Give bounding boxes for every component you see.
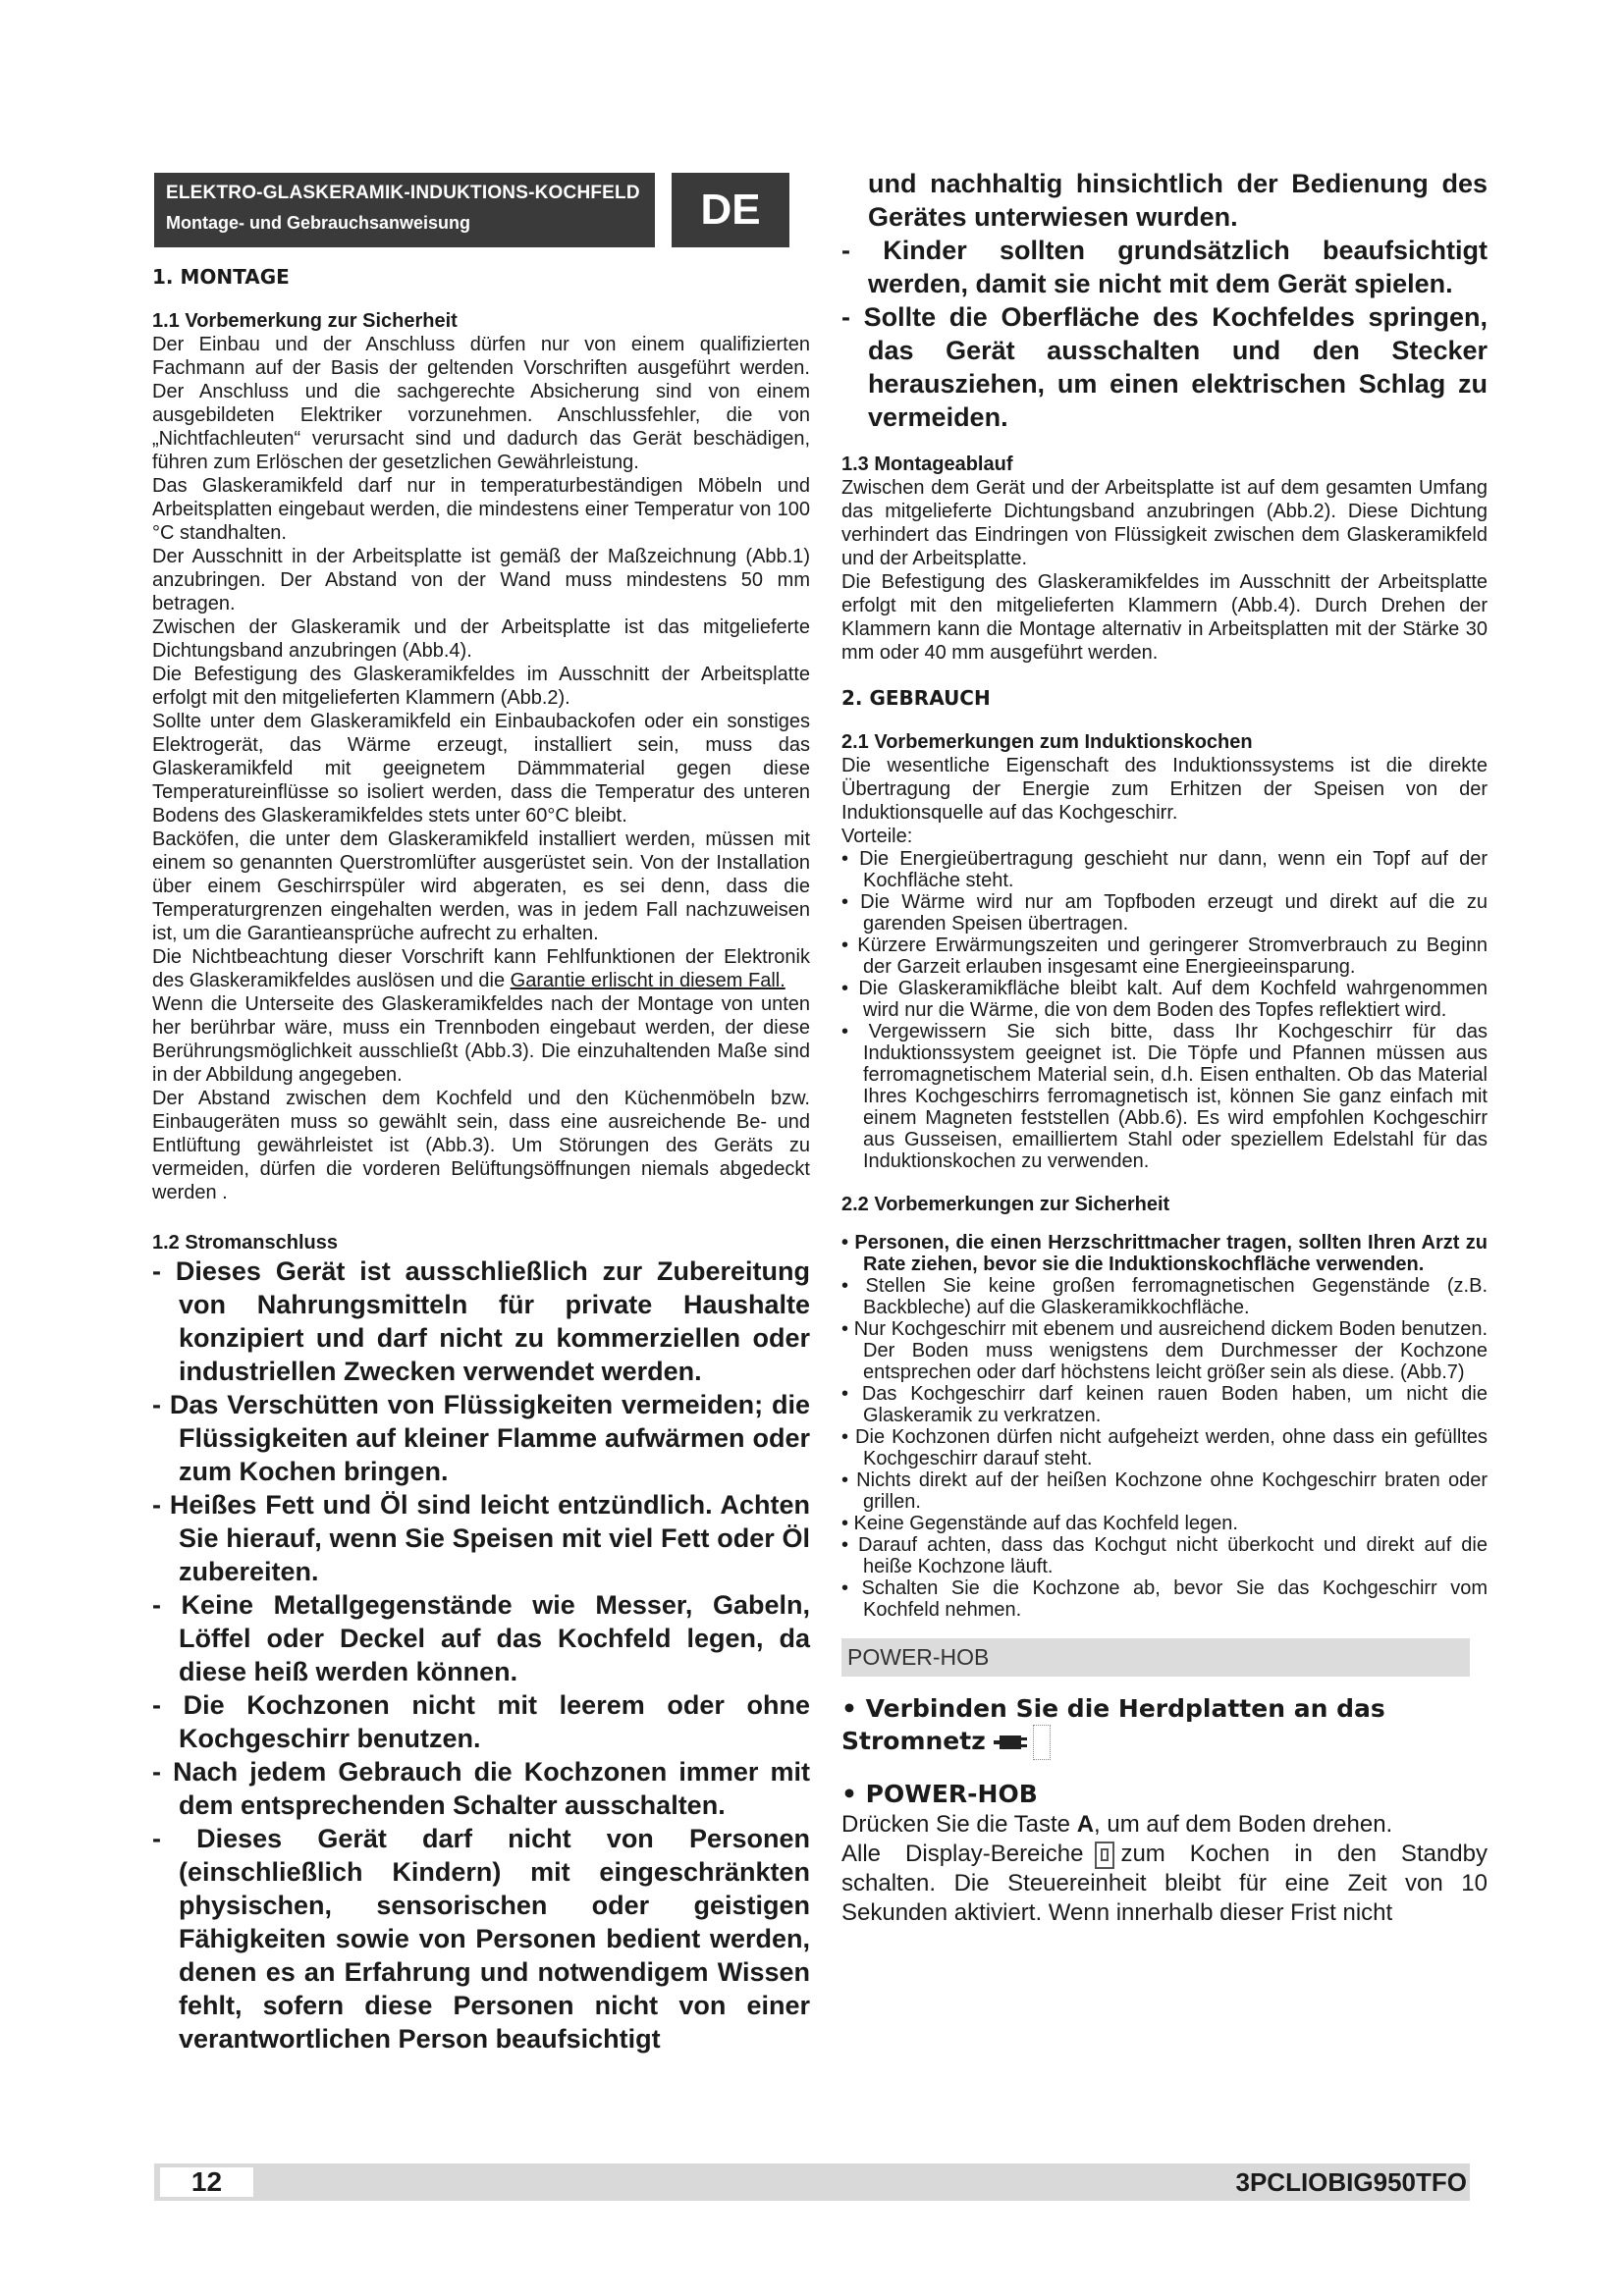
paragraph: Wenn die Unterseite des Glaskeramikfeldes nach der Montage von unten her berührbar wäre, muss ein Trennboden eingebaut werden, der diese Berührungsmöglichkeit ausschließt (Abb.3). Die einzuhaltenden Maße sind in der Abbildung angegeben. — [152, 993, 810, 1086]
paragraph-text: , um auf dem Boden drehen. — [1094, 1811, 1393, 1838]
paragraph: Die Befestigung des Glaskeramikfeldes im Ausschnitt der Arbeitsplatte erfolgt mit den mitgelieferten Klammern (Abb.2). — [152, 664, 810, 709]
paragraph-text: zum Kochen in den Standby schalten. Die Steuereinheit bleibt für eine Zeit von 10 Sekunden aktiviert. Wenn innerhalb dieser Frist nicht — [841, 1841, 1488, 1926]
bullet-item: • Nichts direkt auf der heißen Kochzone ohne Kochgeschirr braten oder grillen. — [841, 1469, 1488, 1513]
bullet-item: • Das Kochgeschirr darf keinen rauen Boden haben, um nicht die Glaskeramik zu verkratzen. — [841, 1383, 1488, 1426]
paragraph-text: Alle Display-Bereiche — [841, 1841, 1084, 1867]
section-2-1-heading: 2.1 Vorbemerkungen zum Induktionskochen — [841, 731, 1253, 753]
power-hob-section-bar: POWER-HOB — [841, 1638, 1470, 1677]
bullet-item: • Kürzere Erwärmungszeiten und geringerer Stromverbrauch zu Beginn der Garzeit erlauben insgesamt eine Energieeinsparung. — [841, 934, 1488, 978]
left-column — [152, 265, 810, 2056]
section-2-2-heading: 2.2 Vorbemerkungen zur Sicherheit — [841, 1194, 1170, 1215]
bullet-item: • Die Energieübertragung geschieht nur dann, wenn ein Topf auf der Kochfläche steht. — [841, 848, 1488, 891]
section-gebrauch-heading: 2. GEBRAUCH — [841, 686, 991, 710]
warning-item: - Kinder sollten grundsätzlich beaufsichtigt werden, damit sie nicht mit dem Gerät spielen. — [841, 236, 1488, 298]
bullet-item: • Keine Gegenstände auf das Kochfeld legen. — [841, 1513, 1238, 1534]
model-number: 3PCLIOBIG950TFO — [1235, 2166, 1467, 2197]
paragraph: Die Befestigung des Glaskeramikfeldes im Ausschnitt der Arbeitsplatte erfolgt mit den mitgelieferten Klammern (Abb.4). Durch Drehen der Klammern kann die Montage alternativ in Arbeitsplatten mit der Stärke 30 mm oder 40 mm ausgeführt werden. — [841, 571, 1488, 664]
warning-item: - Nach jedem Gebrauch die Kochzonen immer mit dem entsprechenden Schalter ausschalten. — [152, 1757, 810, 1820]
key-label: A — [1076, 1811, 1095, 1838]
socket-icon — [1033, 1725, 1051, 1760]
connect-text: • Verbinden Sie die Herdplatten an das Stromnetz — [841, 1694, 1385, 1755]
bullet-item: • Die Kochzonen dürfen nicht aufgeheizt werden, ohne dass ein gefülltes Kochgeschirr darauf steht. — [841, 1426, 1488, 1469]
bullet-item: • Nur Kochgeschirr mit ebenem und ausreichend dickem Boden benutzen. Der Boden muss wenigstens dem Durchmesser der Kochzone entsprechen oder darf höchstens leicht größer sein als diese. (Abb.7) — [841, 1318, 1488, 1383]
bullet-item: • Personen, die einen Herzschrittmacher tragen, sollten Ihren Arzt zu Rate ziehen, bevor sie die Induktionskochfläche verwenden. — [841, 1232, 1488, 1275]
warranty-note: Garantie erlischt in diesem Fall. — [510, 970, 785, 991]
warning-item-continued: und nachhaltig hinsichtlich der Bedienung des Gerätes unterwiesen wurden. — [868, 169, 1488, 232]
warning-item: - Dieses Gerät ist ausschließlich zur Zubereitung von Nahrungsmitteln für private Haushalte konzipiert und darf nicht zu kommerziellen oder industriellen Zwecken verwendet werden. — [152, 1256, 810, 1386]
warning-item: - Keine Metallgegenstände wie Messer, Gabeln, Löffel oder Deckel auf das Kochfeld legen, da diese heiß werden können. — [152, 1590, 810, 1686]
paragraph — [152, 945, 810, 992]
paragraph: Zwischen dem Gerät und der Arbeitsplatte ist auf dem gesamten Umfang das mitgelieferte Dichtungsband anzubringen (Abb.2). Diese Dichtung verhindert das Eindringen von Flüssigkeit zwischen dem Glaskeramikfeld und der Arbeitsplatte. — [841, 477, 1488, 569]
language-badge: DE — [672, 173, 789, 247]
paragraph: Der Abstand zwischen dem Kochfeld und den Küchenmöbeln bzw. Einbaugeräten muss so gewählt sein, dass eine ausreichende Be- und Entlüftung gewährleistet ist (Abb.3). Um Störungen des Geräts zu vermeiden, dürfen die vorderen Belüftungsöffnungen niemals abgedeckt werden . — [152, 1088, 810, 1203]
paragraph: Die wesentliche Eigenschaft des Induktionssystems ist die direkte Übertragung der Energie zum Erhitzen der Speisen von der Induktionsquelle auf das Kochgeschirr. — [841, 755, 1488, 824]
paragraph: Vorteile: — [841, 826, 913, 847]
section-1-3-heading: 1.3 Montageablauf — [841, 454, 1013, 475]
right-column — [841, 167, 1488, 1928]
paragraph-text: Drücken Sie die Taste — [841, 1811, 1077, 1838]
header-subtitle: Montage- und Gebrauchsanweisung — [166, 213, 471, 233]
warning-item: - Sollte die Oberfläche des Kochfeldes springen, das Gerät ausschalten und den Stecker herausziehen, um einen elektrischen Schlag zu vermeiden. — [841, 302, 1488, 432]
paragraph: Sollte unter dem Glaskeramikfeld ein Einbaubackofen oder ein sonstiges Elektrogerät, das Wärme erzeugt, installiert sein, muss das Glaskeramikfeld mit geeignetem Dämmmaterial gegen diese Temperatureinflüsse so isoliert werden, dass die Temperatur des unteren Bodens des Glaskeramikfeldes stets unter 60°C bleibt. — [152, 711, 810, 827]
warning-item: - Das Verschütten von Flüssigkeiten vermeiden; die Flüssigkeiten auf kleiner Flamme aufwärmen oder zum Kochen bringen. — [152, 1390, 810, 1486]
warning-item: - Heißes Fett und Öl sind leicht entzündlich. Achten Sie hierauf, wenn Sie Speisen mit viel Fett oder Öl zubereiten. — [152, 1490, 810, 1586]
header-title: ELEKTRO-GLASKERAMIK-INDUKTIONS-KOCHFELD — [166, 183, 640, 203]
warning-item: - Dieses Gerät darf nicht von Personen (einschließlich Kindern) mit eingeschränkten physischen, sensorischen oder geistigen Fähigkeiten sowie von Personen bedient werden, denen es an Erfahrung und notwendigem Wissen fehlt, sofern diese Personen nicht von einer verantwortlichen Person beaufsichtigt — [152, 1824, 810, 2054]
bullet-item: • Vergewissern Sie sich bitte, dass Ihr Kochgeschirr für das Induktionssystem geeignet ist. Die Töpfe und Pfannen müssen aus ferromagnetischem Material sein, d.h. Eisen enthalten. Ob das Material Ihres Kochgeschirrs ferromagnetisch ist, können Sie ganz einfach mit einem Magneten feststellen (Abb.6). Es wird empfohlen Kochgeschirr aus Gusseisen, emailliertem Stahl oder speziellem Edelstahl für das Induktionskochen zu verwenden. — [841, 1021, 1488, 1172]
paragraph-text: Die Nichtbeachtung dieser Vorschrift kann Fehlfunktionen der Elektronik des Glaskeramikfeldes auslösen und die — [152, 946, 810, 991]
section-1-2-heading: 1.2 Stromanschluss — [152, 1232, 338, 1254]
section-1-1-heading: 1.1 Vorbemerkung zur Sicherheit — [152, 310, 458, 332]
warning-item: - Die Kochzonen nicht mit leerem oder ohne Kochgeschirr benutzen. — [152, 1690, 810, 1753]
paragraph: Der Ausschnitt in der Arbeitsplatte ist gemäß der Maßzeichnung (Abb.1) anzubringen. Der Abstand von der Wand muss mindestens 50 mm betragen. — [152, 546, 810, 614]
section-montage-heading: 1. MONTAGE — [152, 265, 290, 289]
connect-instruction — [841, 1692, 1488, 1760]
paragraph: Backöfen, die unter dem Glaskeramikfeld installiert werden, müssen mit einem so genannten Querstromlüfter ausgerüstet sein. Von der Installation über einem Geschirrspüler wird abgeraten, es sei denn, dass die Temperaturgrenzen eingehalten werden, was in jedem Fall nachzuweisen ist, um die Garantieansprüche aufrecht zu erhalten. — [152, 828, 810, 944]
page-number: 12 — [160, 2167, 253, 2197]
document-header — [154, 173, 655, 247]
bullet-item: • Stellen Sie keine großen ferromagnetischen Gegenstände (z.B. Backbleche) auf die Glaskeramikkochfläche. — [841, 1275, 1488, 1318]
display-icon — [1095, 1842, 1114, 1869]
paragraph — [841, 1840, 1488, 1928]
bullet-item: • Schalten Sie die Kochzone ab, bevor Sie das Kochgeschirr vom Kochfeld nehmen. — [841, 1577, 1488, 1621]
plug-icon — [994, 1734, 1027, 1751]
bullet-item: • Darauf achten, dass das Kochgut nicht überkocht und direkt auf die heiße Kochzone läuft. — [841, 1534, 1488, 1577]
bullet-item: • Die Glaskeramikfläche bleibt kalt. Auf dem Kochfeld wahrgenommen wird nur die Wärme, die von dem Boden des Topfes reflektiert wird. — [841, 978, 1488, 1021]
paragraph: Der Einbau und der Anschluss dürfen nur von einem qualifizierten Fachmann auf der Basis der geltenden Vorschriften ausgeführt werden. Der Anschluss und die sachgerechte Absicherung sind von einem ausgebildeten Elektriker vorzunehmen. Anschlussfehler, die von „Nichtfachleuten“ verursacht sind und dadurch das Gerät beschädigen, führen zum Erlöschen der gesetzlichen Gewährleistung. — [152, 334, 810, 473]
paragraph — [841, 1810, 1488, 1840]
paragraph: Das Glaskeramikfeld darf nur in temperaturbeständigen Möbeln und Arbeitsplatten eingebaut werden, die mindestens einer Temperatur von 100 °C standhalten. — [152, 475, 810, 544]
bullet-item: • Die Wärme wird nur am Topfboden erzeugt und direkt auf die zu garenden Speisen übertragen. — [841, 891, 1488, 934]
paragraph: Zwischen der Glaskeramik und der Arbeitsplatte ist das mitgelieferte Dichtungsband anzubringen (Abb.4). — [152, 616, 810, 662]
power-hob-heading: • POWER-HOB — [841, 1780, 1038, 1808]
